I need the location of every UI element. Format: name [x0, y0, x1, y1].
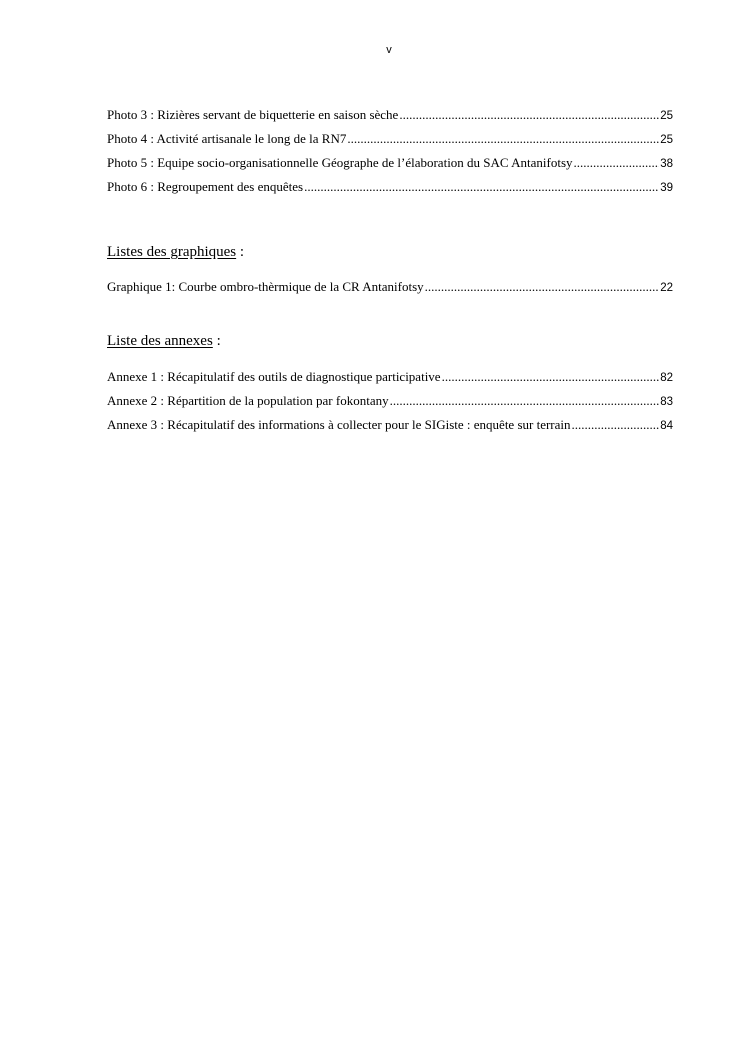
graphs-section-heading: [107, 243, 244, 261]
graphs-heading-suffix: :: [236, 244, 245, 260]
photo-list: [107, 107, 673, 203]
graphs-heading-text: Listes des graphiques: [107, 244, 237, 260]
toc-entry-page: 25: [660, 110, 673, 122]
dot-leader: [574, 155, 660, 171]
toc-entry[interactable]: [107, 179, 673, 195]
dot-leader: [572, 417, 660, 433]
toc-entry[interactable]: [107, 131, 673, 147]
toc-entry[interactable]: [107, 279, 673, 295]
dot-leader: [304, 179, 659, 195]
toc-entry[interactable]: [107, 107, 673, 123]
dot-leader: [347, 131, 659, 147]
annexes-list: [107, 369, 673, 441]
dot-leader: [442, 369, 660, 385]
toc-entry[interactable]: [107, 155, 673, 171]
toc-entry[interactable]: [107, 417, 673, 433]
toc-entry[interactable]: [107, 369, 673, 385]
dot-leader: [425, 279, 660, 295]
page-number: v: [386, 44, 392, 56]
toc-entry-title: Photo 5 : Equipe socio-organisationnelle Géographe de l’élaboration du SAC Antanifotsy: [107, 155, 573, 170]
annexes-heading-text: Liste des annexes: [107, 333, 213, 349]
toc-entry-page: 82: [660, 372, 673, 384]
toc-entry-title: Photo 3 : Rizières servant de biquetterie en saison sèche: [107, 107, 399, 122]
toc-entry-title: Graphique 1: Courbe ombro-thèrmique de la CR Antanifotsy: [107, 279, 424, 294]
annexes-heading-suffix: :: [212, 333, 221, 349]
annexes-section-heading: [107, 332, 221, 350]
toc-entry-title: Annexe 3 : Récapitulatif des informations à collecter pour le SIGiste : enquête sur terrain: [107, 417, 571, 432]
toc-entry-page: 84: [660, 420, 673, 432]
toc-entry-title: Photo 4 : Activité artisanale le long de la RN7: [107, 131, 347, 146]
toc-entry-title: Annexe 1 : Récapitulatif des outils de diagnostique participative: [107, 369, 441, 384]
toc-entry-page: 38: [660, 158, 673, 170]
toc-entry-title: Annexe 2 : Répartition de la population par fokontany: [107, 393, 389, 408]
toc-entry-page: 39: [660, 182, 673, 194]
toc-entry[interactable]: [107, 393, 673, 409]
dot-leader: [399, 107, 659, 123]
dot-leader: [390, 393, 660, 409]
toc-entry-page: 25: [660, 134, 673, 146]
toc-entry-page: 22: [660, 282, 673, 294]
toc-entry-page: 83: [660, 396, 673, 408]
graphs-list: [107, 279, 673, 303]
toc-entry-title: Photo 6 : Regroupement des enquêtes: [107, 179, 304, 194]
